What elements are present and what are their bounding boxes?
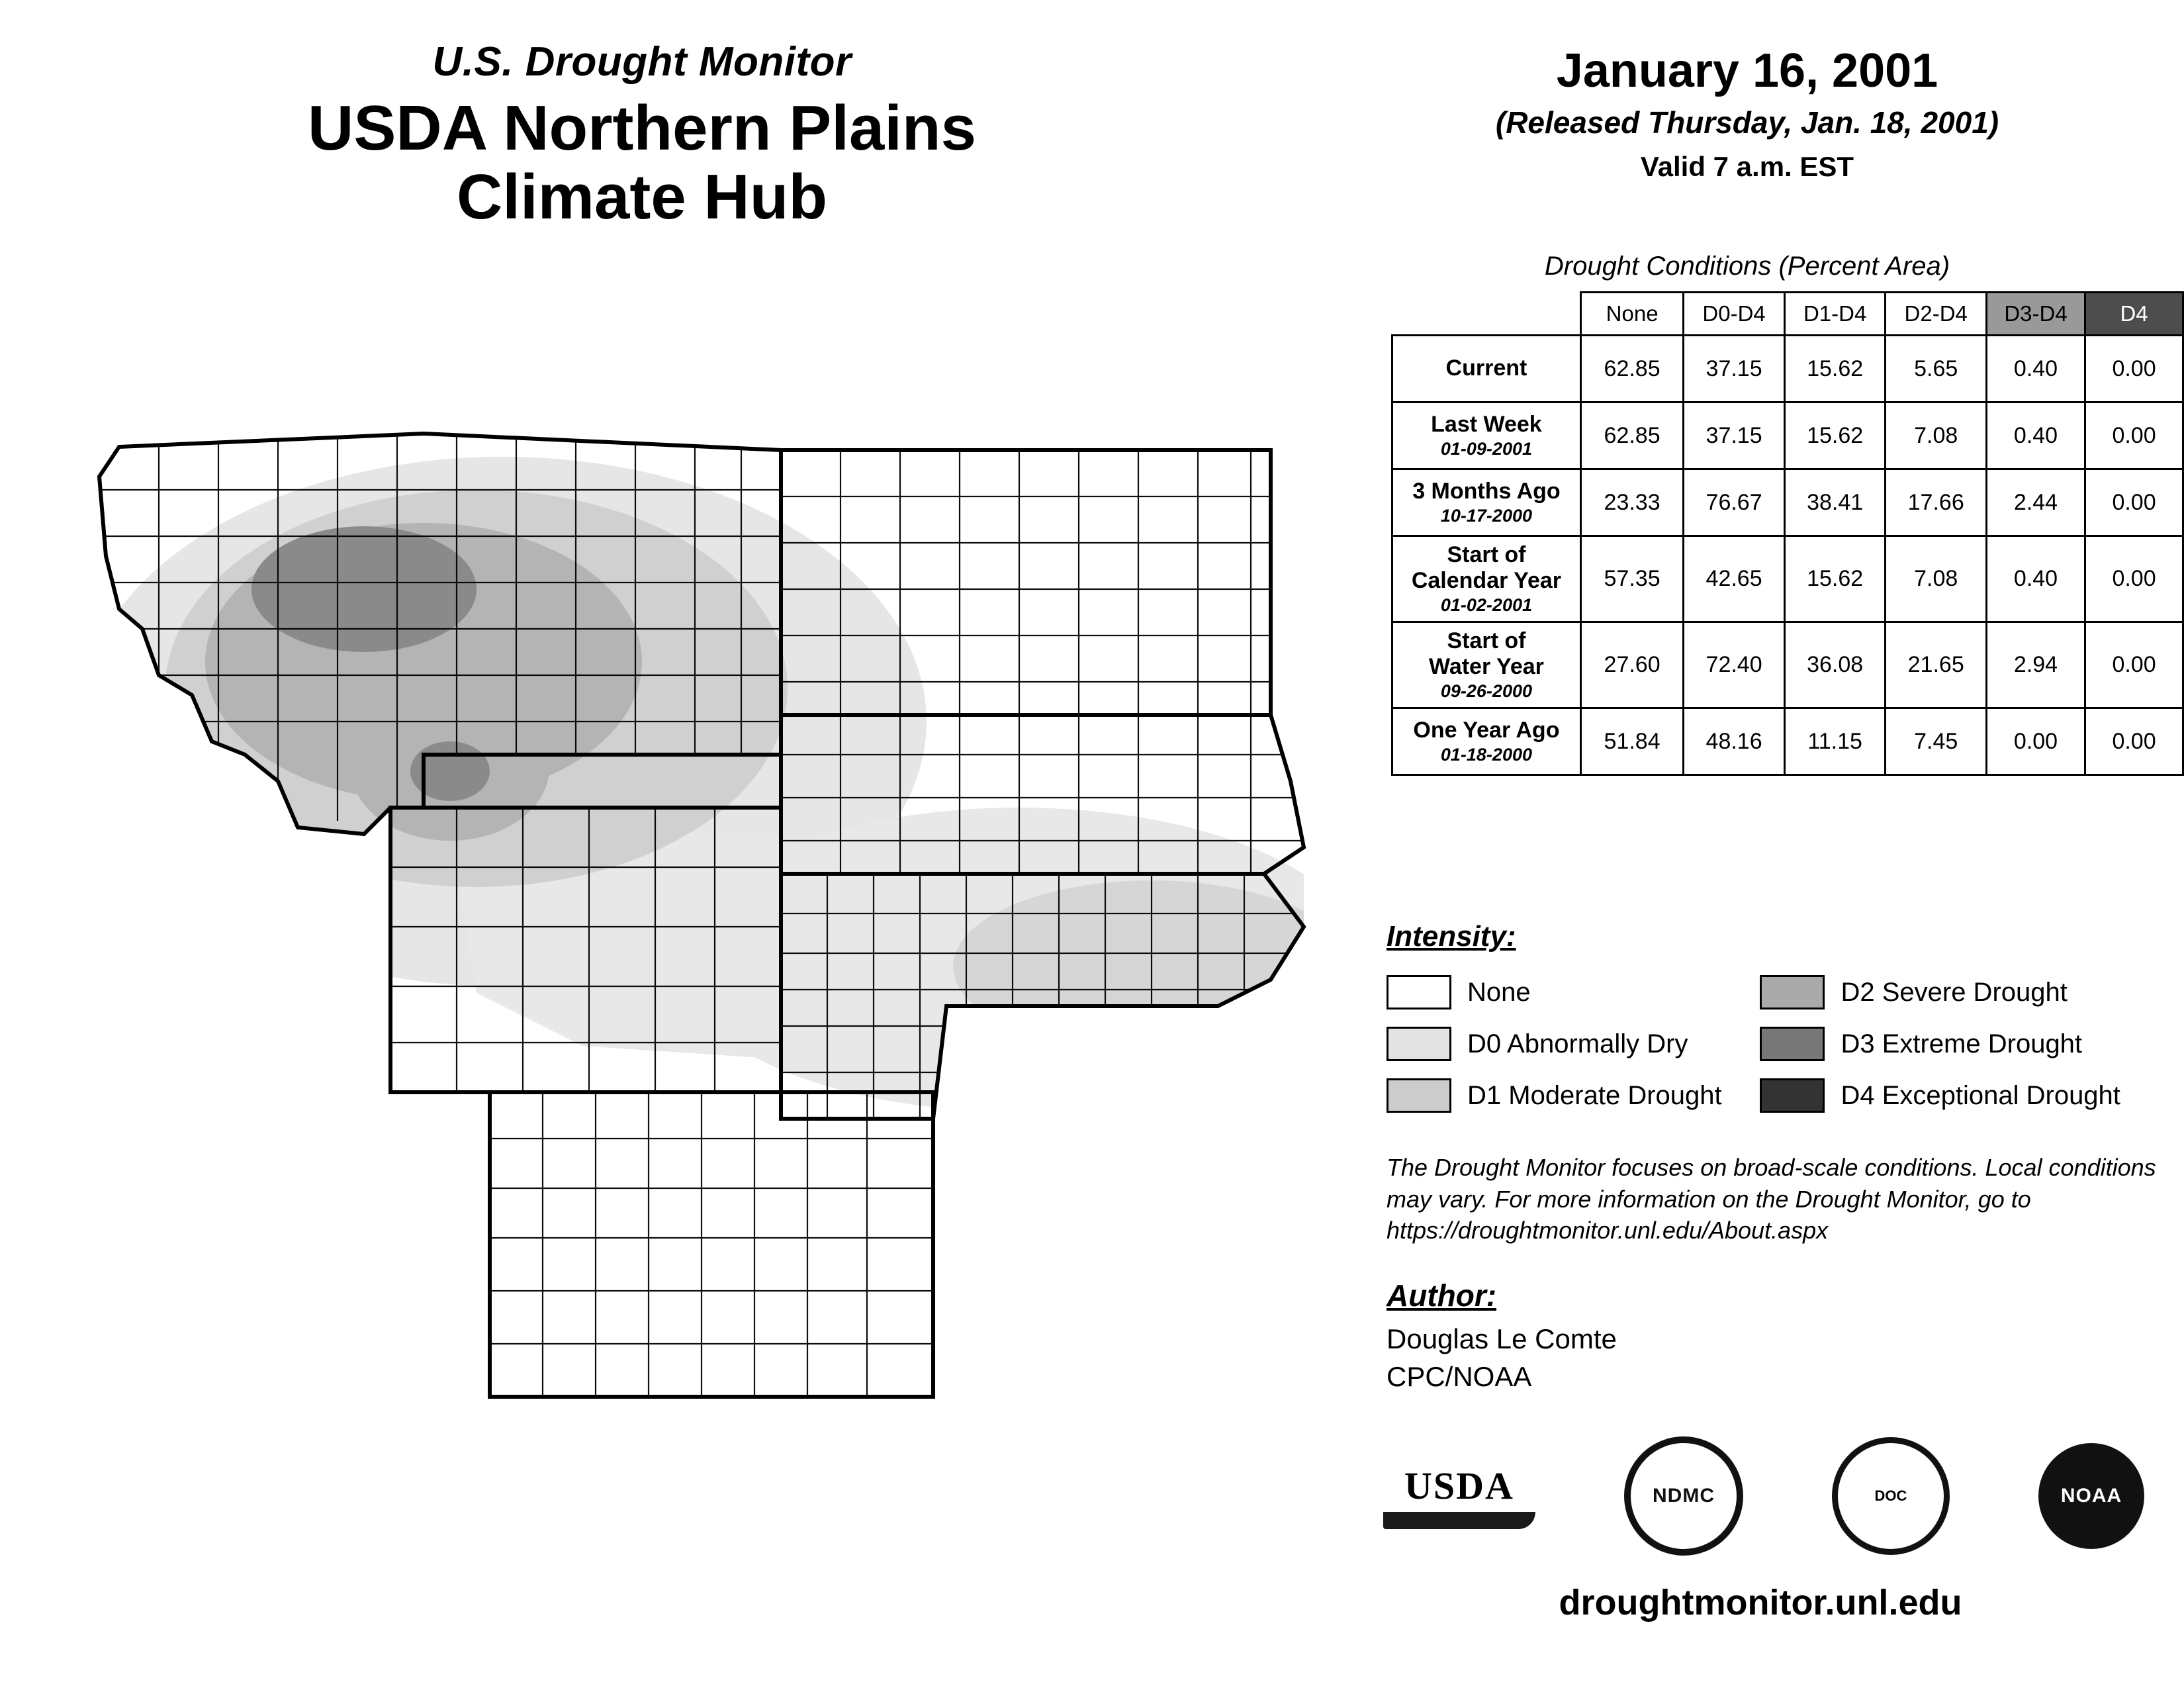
cell-lastweek-d3d4: 0.40 [1986, 402, 2085, 469]
cell-current-none: 62.85 [1580, 336, 1683, 402]
cell-3months-d1d4: 38.41 [1784, 469, 1886, 536]
valid-time: Valid 7 a.m. EST [1640, 150, 1854, 182]
cell-oneyear-d0d4: 48.16 [1684, 708, 1785, 775]
swatch-d2 [1760, 975, 1825, 1009]
row-label-date: 01-18-2000 [1440, 745, 1532, 765]
disclaimer-text: The Drought Monitor focuses on broad-scale conditions. Local conditions may vary. For more information on the Drought Monitor, go to https://droughtmonitor.unl.edu/About.aspx [1387, 1154, 2156, 1244]
cell-3months-d3d4: 2.44 [1986, 469, 2085, 536]
usda-logo-bar [1383, 1512, 1535, 1529]
cell-current-d1d4: 15.62 [1784, 336, 1886, 402]
legend-column-left [1387, 966, 1757, 1121]
column-header-d2d4: D2-D4 [1886, 293, 1987, 336]
cell-wateryear-d1d4: 36.08 [1784, 622, 1886, 708]
author-block [1387, 1321, 1617, 1395]
doc-logo-text: DOC [1874, 1487, 1907, 1504]
table-row [1392, 536, 2183, 622]
author-heading: Author: [1387, 1278, 1497, 1313]
cell-calyear-d0d4: 42.65 [1684, 536, 1785, 622]
cell-3months-d4: 0.00 [2085, 469, 2183, 536]
author-affiliation: CPC/NOAA [1387, 1360, 1532, 1392]
column-header-d4: D4 [2085, 293, 2183, 336]
row-label-current [1392, 336, 1581, 402]
ndmc-logo [1624, 1436, 1743, 1556]
legend-item-none [1387, 966, 1757, 1018]
table-header [1392, 293, 2183, 336]
cell-wateryear-d0d4: 72.40 [1684, 622, 1785, 708]
swatch-d1 [1387, 1078, 1451, 1113]
table-corner-cell [1392, 293, 1581, 336]
legend-label-none: None [1467, 977, 1531, 1007]
legend-item-d2 [1760, 966, 2130, 1018]
swatch-d0 [1387, 1027, 1451, 1061]
cell-current-d2d4: 5.65 [1886, 336, 1987, 402]
column-header-d1d4: D1-D4 [1784, 293, 1886, 336]
row-label-text: Start of Calendar Year [1411, 542, 1562, 594]
row-label-date: 01-02-2001 [1440, 595, 1532, 616]
cell-calyear-d1d4: 15.62 [1784, 536, 1886, 622]
legend-label-d0: D0 Abnormally Dry [1467, 1029, 1688, 1058]
drought-conditions-table [1391, 291, 2184, 776]
intensity-heading: Intensity: [1387, 920, 1516, 953]
row-label-text: One Year Ago [1413, 718, 1560, 743]
cell-oneyear-none: 51.84 [1580, 708, 1683, 775]
hub-title-line1: USDA Northern Plains [308, 93, 976, 164]
cell-current-d3d4: 0.40 [1986, 336, 2085, 402]
cell-wateryear-d3d4: 2.94 [1986, 622, 2085, 708]
noaa-logo-text: NOAA [2060, 1485, 2122, 1507]
row-label-one-year-ago [1392, 708, 1581, 775]
legend-item-d0 [1387, 1018, 1757, 1070]
table-body [1392, 336, 2183, 775]
row-label-date: 09-26-2000 [1440, 681, 1532, 702]
row-label-text: Current [1445, 355, 1527, 381]
legend-label-d1: D1 Moderate Drought [1467, 1080, 1722, 1110]
row-label-text: Start of Water Year [1428, 628, 1544, 680]
row-label-text: Last Week [1431, 411, 1542, 437]
cell-current-d4: 0.00 [2085, 336, 2183, 402]
column-header-d3d4: D3-D4 [1986, 293, 2085, 336]
row-label-date: 10-17-2000 [1440, 506, 1532, 526]
cell-3months-d0d4: 76.67 [1684, 469, 1785, 536]
row-label-last-week [1392, 402, 1581, 469]
drought-map [79, 410, 1310, 1443]
cell-calyear-d3d4: 0.40 [1986, 536, 2085, 622]
release-date: (Released Thursday, Jan. 18, 2001) [1495, 105, 1999, 140]
department-of-commerce-logo [1832, 1437, 1950, 1555]
cell-wateryear-d4: 0.00 [2085, 622, 2183, 708]
d3-region [251, 526, 477, 652]
table-row [1392, 336, 2183, 402]
row-label-start-calendar-year [1392, 536, 1581, 622]
noaa-logo [2038, 1443, 2144, 1549]
legend-label-d4: D4 Exceptional Drought [1841, 1080, 2120, 1110]
cell-calyear-d2d4: 7.08 [1886, 536, 1987, 622]
legend-label-d3: D3 Extreme Drought [1841, 1029, 2083, 1058]
legend-item-d4 [1760, 1070, 2130, 1121]
row-label-start-water-year [1392, 622, 1581, 708]
cell-3months-none: 23.33 [1580, 469, 1683, 536]
ndmc-logo-text: NDMC [1653, 1485, 1715, 1507]
row-label-date: 01-09-2001 [1440, 439, 1532, 459]
intensity-legend [1387, 966, 2161, 1121]
swatch-d3 [1760, 1027, 1825, 1061]
cell-lastweek-d1d4: 15.62 [1784, 402, 1886, 469]
cell-lastweek-none: 62.85 [1580, 402, 1683, 469]
legend-item-d3 [1760, 1018, 2130, 1070]
legend-item-d1 [1387, 1070, 1757, 1121]
hub-title-line2: Climate Hub [456, 161, 828, 232]
hub-title [79, 94, 1205, 231]
cell-3months-d2d4: 17.66 [1886, 469, 1987, 536]
usda-logo-text: USDA [1404, 1464, 1514, 1507]
legend-column-right [1760, 966, 2130, 1121]
logo-row [1383, 1436, 2144, 1556]
author-name: Douglas Le Comte [1387, 1323, 1617, 1354]
table-row [1392, 622, 2183, 708]
cell-calyear-none: 57.35 [1580, 536, 1683, 622]
cell-calyear-d4: 0.00 [2085, 536, 2183, 622]
cell-oneyear-d3d4: 0.00 [1986, 708, 2085, 775]
row-label-text: 3 Months Ago [1412, 478, 1561, 504]
cell-lastweek-d4: 0.00 [2085, 402, 2183, 469]
column-header-none: None [1580, 293, 1683, 336]
title-block [79, 40, 1205, 232]
cell-current-d0d4: 37.15 [1684, 336, 1785, 402]
program-title: U.S. Drought Monitor [432, 39, 852, 85]
table-row [1392, 469, 2183, 536]
cell-oneyear-d4: 0.00 [2085, 708, 2183, 775]
cell-wateryear-none: 27.60 [1580, 622, 1683, 708]
cell-wateryear-d2d4: 21.65 [1886, 622, 1987, 708]
cell-lastweek-d2d4: 7.08 [1886, 402, 1987, 469]
table-row [1392, 402, 2183, 469]
cell-oneyear-d1d4: 11.15 [1784, 708, 1886, 775]
swatch-none [1387, 975, 1451, 1009]
table-row [1392, 708, 2183, 775]
row-label-3-months-ago [1392, 469, 1581, 536]
legend-label-d2: D2 Severe Drought [1841, 977, 2068, 1007]
usda-logo [1383, 1464, 1535, 1529]
map-date: January 16, 2001 [1556, 44, 1938, 97]
table-caption: Drought Conditions (Percent Area) [1544, 252, 1950, 281]
column-header-d0d4: D0-D4 [1684, 293, 1785, 336]
swatch-d4 [1760, 1078, 1825, 1113]
cell-oneyear-d2d4: 7.45 [1886, 708, 1987, 775]
cell-lastweek-d0d4: 37.15 [1684, 402, 1785, 469]
date-block [1377, 46, 2118, 183]
footer-url: droughtmonitor.unl.edu [1559, 1583, 1962, 1622]
table-header-row [1392, 293, 2183, 336]
